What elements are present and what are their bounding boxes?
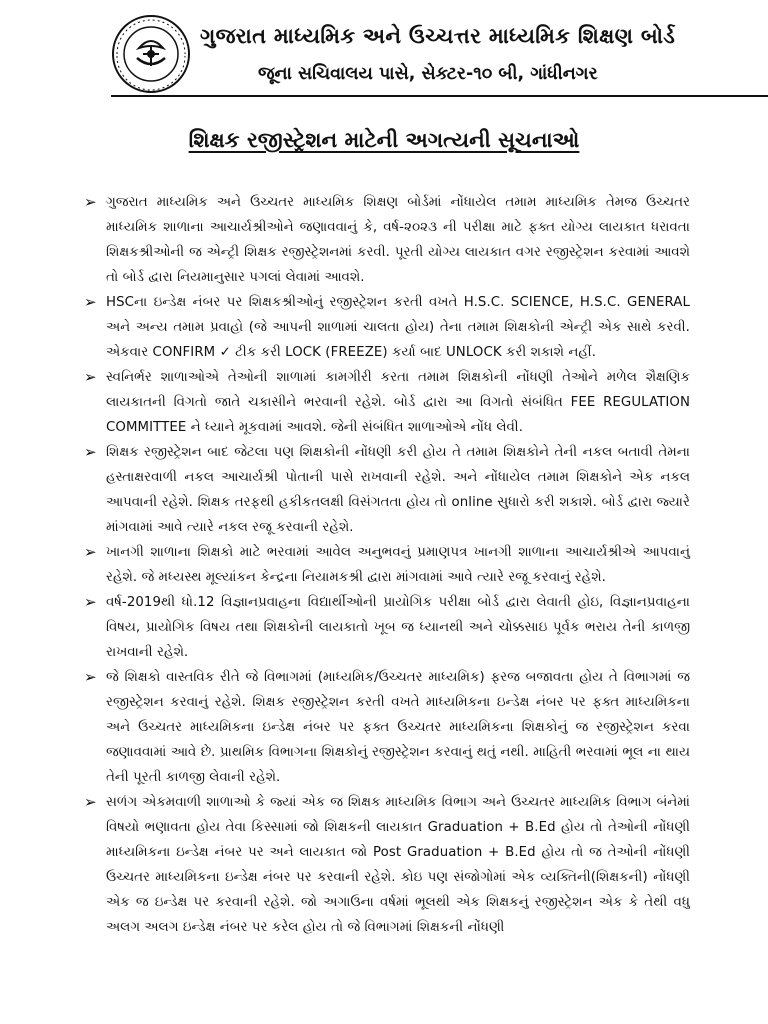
arrow-bullet-icon: ➢ bbox=[84, 793, 97, 811]
board-name: ગુજરાત માધ્યમિક અને ઉચ્ચત્તર માધ્યમિક શિક્ષણ બોર્ડ bbox=[200, 24, 676, 48]
arrow-bullet-icon: ➢ bbox=[84, 293, 97, 311]
letterhead bbox=[0, 0, 768, 100]
list-item-text: HSCના ઇન્ડેક્ષ નંબર પર શિક્ષકશ્રીઓનું રજીસ્ટ્રેશન કરતી વખતે H.S.C. SCIENCE, H.S.C. GENERAL અને અન્ય તમામ પ્રવાહો (જે આપની શાળામાં ચાલતા હોય) તેના તમામ શિક્ષકોની એન્ટ્રી એક સાથે કરવી. એકવાર CONFIRM ✓ ટીક કરી LOCK (FREEZE) કર્યા બાદ UNLOCK કરી શકાશે નહીં. bbox=[106, 295, 690, 360]
list-item bbox=[84, 590, 690, 665]
board-seal-icon bbox=[111, 14, 191, 94]
list-item-text: સ્વનિર્ભર શાળાઓએ તેઓની શાળામાં કામગીરી કરતા તમામ શિક્ષકોની નોંધણી તેઓને મળેલ શૈક્ષણિક લાયકાતની વિગતો જાતે ચકાસીને ભરવાની રહેશે. બોર્ડ દ્વારા આ વિગતો સંબંધિત FEE REGULATION COMMITTEE ને ધ્યાને મૂકવામાં આવશે. જેની સંબંધિત શાળાઓએ નોંધ લેવી. bbox=[106, 370, 690, 435]
header-divider bbox=[111, 95, 768, 97]
list-item bbox=[84, 365, 690, 440]
list-item-text: જે શિક્ષકો વાસ્તવિક રીતે જે વિભાગમાં (માધ્યમિક/ઉચ્ચતર માધ્યમિક) ફરજ બજાવતા હોય તે વિભાગમાં જ રજીસ્ટ્રેશન કરવાનું રહેશે. શિક્ષક રજીસ્ટ્રેશન કરતી વખતે માધ્યમિકના ઇન્ડેક્ષ નંબર પર ફક્ત માધ્યમિકના અને ઉચ્ચતર માધ્યમિકના ઇન્ડેક્ષ નંબર પર ફક્ત ઉચ્ચતર માધ્યમિકના શિક્ષકોનું જ રજીસ્ટ્રેશન કરવા જણાવવામાં આવે છે. પ્રાથમિક વિભાગના શિક્ષકોનું રજીસ્ટ્રેશન કરવાનું થતું નથી. માહિતી ભરવામાં ભૂલ ના થાય તેની પૂરતી કાળજી લેવાની રહેશે. bbox=[106, 670, 690, 785]
list-item bbox=[84, 440, 690, 540]
arrow-bullet-icon: ➢ bbox=[84, 593, 97, 611]
page-title-wrapper bbox=[0, 128, 768, 153]
arrow-bullet-icon: ➢ bbox=[84, 443, 97, 461]
list-item bbox=[84, 790, 690, 940]
list-item-text: ખાનગી શાળાના શિક્ષકો માટે ભરવામાં આવેલ અનુભવનું પ્રમાણપત્ર ખાનગી શાળાના આચાર્યશ્રીએ આપવાનું રહેશે. જે મધ્યસ્થ મૂલ્યાંકન કેન્દ્રના નિયામકશ્રી દ્વારા માંગવામાં આવે ત્યારે રજૂ કરવાનું રહેશે. bbox=[106, 545, 690, 585]
list-item-text: સળંગ એકમવાળી શાળાઓ કે જ્યાં એક જ શિક્ષક માધ્યમિક વિભાગ અને ઉચ્ચતર માધ્યમિક વિભાગ બંનેમાં વિષયો ભણાવતા હોય તેવા કિસ્સામાં જો શિક્ષકની લાયકાત Graduation + B.Ed હોય તો તેઓની નોંધણી માધ્યમિકના ઇન્ડેક્ષ નંબર પર અને લાયકાત જો Post Graduation + B.Ed હોય તો જ તેઓની નોંધણી ઉચ્ચતર માધ્યમિકના ઇન્ડેક્ષ નંબર પર કરવાની રહેશે. કોઇ પણ સંજોગોમાં એક વ્યક્તિની(શિક્ષકની) નોંધણી એક જ ઇન્ડેક્ષ પર કરવાની રહેશે. જો અગાઉના વર્ષમાં ભૂલથી એક શિક્ષકનું રજીસ્ટ્રેશન એક કે તેથી વધુ અલગ અલગ ઇન્ડેક્ષ નંબર પર કરેલ હોય તો જે વિભાગમાં શિક્ષકની નોંધણી bbox=[106, 795, 690, 935]
arrow-bullet-icon: ➢ bbox=[84, 543, 97, 561]
arrow-bullet-icon: ➢ bbox=[84, 668, 97, 686]
list-item bbox=[84, 190, 690, 290]
board-address: જૂના સચિવાલય પાસે, સેક્ટર-૧૦ બી, ગાંધીનગર bbox=[258, 64, 598, 84]
instruction-list bbox=[84, 190, 690, 940]
page-title: શિક્ષક રજીસ્ટ્રેશન માટેની અગત્યની સૂચનાઓ bbox=[188, 128, 580, 152]
list-item-text: ગુજરાત માધ્યમિક અને ઉચ્ચતર માધ્યમિક શિક્ષણ બોર્ડમાં નોંધાયેલ તમામ માધ્યમિક તેમજ ઉચ્ચતર માધ્યમિક શાળાના આચાર્યશ્રીઓને જણાવવાનું કે, વર્ષ-૨૦૨૩ ની પરીક્ષા માટે ફક્ત યોગ્ય લાયકાત ધરાવતા શિક્ષકશ્રીઓની જ એન્ટ્રી શિક્ષક રજીસ્ટ્રેશનમાં કરવી. પૂરતી યોગ્ય લાયકાત વગર રજીસ્ટ્રેશન કરવામાં આવશે તો બોર્ડ દ્વારા નિયમાનુસાર પગલાં લેવામાં આવશે. bbox=[106, 195, 690, 285]
arrow-bullet-icon: ➢ bbox=[84, 368, 97, 386]
list-item bbox=[84, 290, 690, 365]
list-item bbox=[84, 540, 690, 590]
arrow-bullet-icon: ➢ bbox=[84, 193, 97, 211]
list-item-text: શિક્ષક રજીસ્ટ્રેશન બાદ જેટલા પણ શિક્ષકોની નોંધણી કરી હોય તે તમામ શિક્ષકોને તેની નકલ બતાવી તેમના હસ્તાક્ષરવાળી નકલ આચાર્યશ્રી પોતાની પાસે રાખવાની રહેશે. અને નોંધાયેલ તમામ શિક્ષકોને એક નકલ આપવાની રહેશે. શિક્ષક તરફથી હકીકતલક્ષી વિસંગતતા હોય તો online સુધારો કરી શકાશે. બોર્ડ દ્વારા જ્યારે માંગવામાં આવે ત્યારે નકલ રજૂ કરવાની રહેશે. bbox=[106, 445, 690, 535]
list-item-text: વર્ષ-2019થી ધો.12 વિજ્ઞાનપ્રવાહના વિદ્યાર્થીઓની પ્રાયોગિક પરીક્ષા બોર્ડ દ્વારા લેવાતી હોઇ, વિજ્ઞાનપ્રવાહના વિષય, પ્રાયોગિક વિષય તથા શિક્ષકોની લાયકાતો ખૂબ જ ધ્યાનથી અને ચોક્કસાઇ પૂર્વક ભરાય તેની કાળજી રાખવાની રહેશે. bbox=[106, 595, 690, 660]
list-item bbox=[84, 665, 690, 790]
